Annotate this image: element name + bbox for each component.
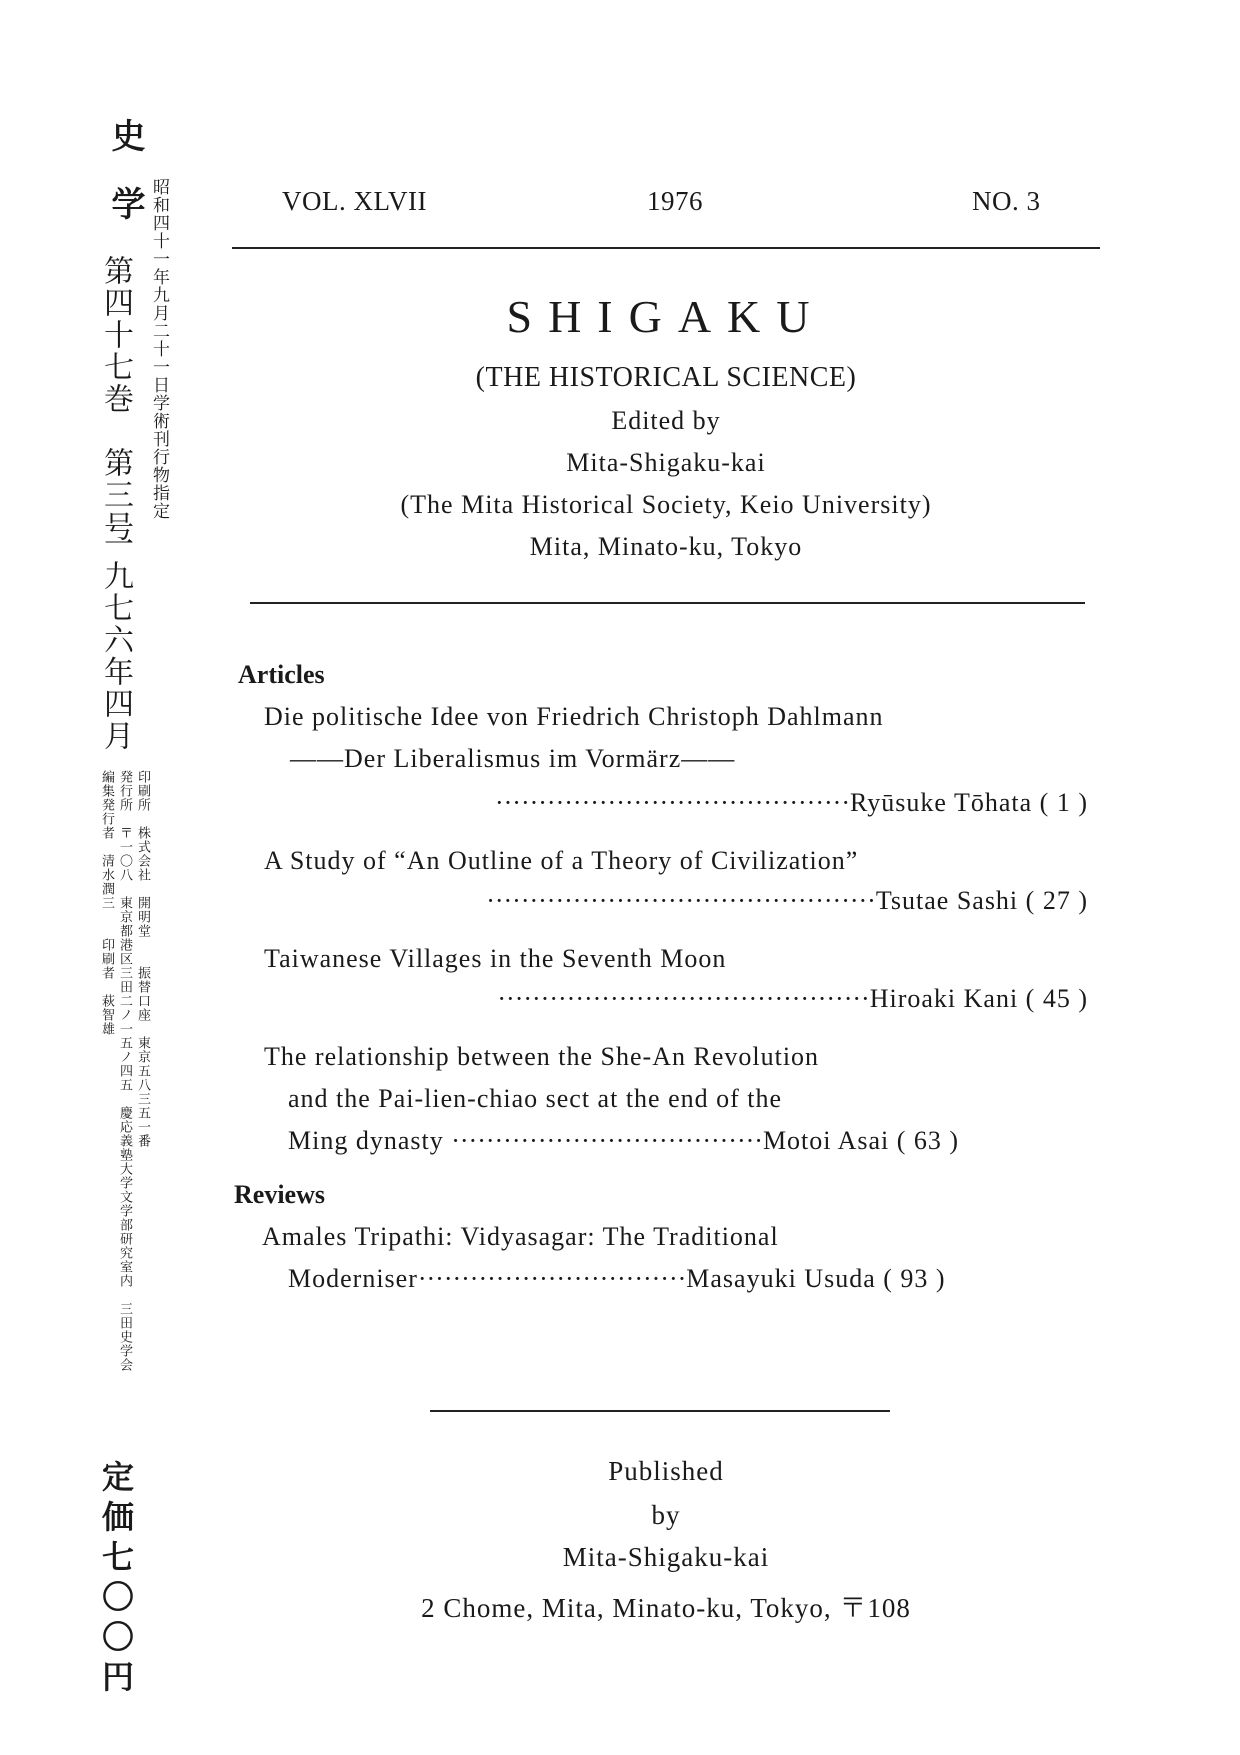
by-label: by [651,1500,681,1530]
article-entry-line [486,886,1088,916]
reviews-heading: Reviews [234,1180,325,1209]
article-entry-line [288,1126,1088,1156]
article-author: Hiroaki Kani [869,984,1019,1013]
dot-leader: ············································· [486,886,876,915]
article-entry-line [495,788,1088,818]
review-title-line: Amales Tripathi: Vidyasagar: The Traditional [262,1222,779,1251]
editor-location: Mita, Minato-ku, Tokyo [529,532,803,561]
spine-designation: 昭和四十一年九月二十一日学術刊行物指定 [150,178,169,520]
article-page: ( 45 ) [1025,984,1088,1013]
article-title-line: Taiwanese Villages in the Seventh Moon [264,944,727,973]
article-page: ( 63 ) [896,1126,960,1155]
review-page: ( 93 ) [883,1264,946,1293]
article-title-line: The relationship between the She-An Revolution [264,1042,820,1071]
dot-leader: ··········································· [497,984,870,1013]
dot-leader: ······························· [417,1264,687,1293]
header-divider [232,247,1100,249]
articles-heading: Articles [238,660,325,689]
spine-imprint-printer: 印刷所 株式会社 開明堂 振替口座 東京五八三五一番 [136,770,151,1148]
article-title-line: Die politische Idee von Friedrich Christoph Dahlmann [264,702,884,731]
article-author: Motoi Asai [762,1126,890,1155]
review-author: Masayuki Usuda [686,1264,876,1293]
article-title-line: and the Pai-lien-chiao sect at the end of the [288,1084,783,1113]
spine-imprint-publisher: 発行所 〒一〇八 東京都港区三田二ノ一五ノ四五 慶応義塾大学文学部研究室内 三田史学会 [118,770,133,1372]
article-author: Ryūsuke Tōhata [849,788,1033,817]
society-name: (The Mita Historical Society, Keio University) [400,490,932,519]
review-title-line: Moderniser [288,1264,418,1293]
edited-by-label: Edited by [611,406,721,435]
review-entry-line [288,1264,1088,1294]
article-author: Tsutae Sashi [875,886,1019,915]
article-page: ( 27 ) [1025,886,1088,915]
spine-volume: 第四十七巻 第三号 [99,255,132,543]
article-entry-line [497,984,1088,1014]
issue-number-label: NO. 3 [972,186,1041,216]
article-title-line: A Study of “An Outline of a Theory of Civilization” [264,846,859,875]
spine-date: 一九七六年四月 [99,528,132,752]
publisher-address: 2 Chome, Mita, Minato-ku, Tokyo, 〒108 [421,1593,911,1623]
journal-title: SHIGAKU [506,291,826,342]
editor-name: Mita-Shigaku-kai [566,448,766,477]
publisher-name: Mita-Shigaku-kai [562,1542,770,1572]
spine-imprint-editor: 編集発行者 清水潤三 印刷者 萩智雄 [100,770,115,1036]
article-page: ( 1 ) [1039,788,1088,817]
year-label: 1976 [647,186,703,216]
article-title-line: Ming dynasty [288,1126,444,1155]
article-title-line: ——Der Liberalismus im Vormärz—— [290,744,736,773]
volume-label: VOL. XLVII [282,186,427,216]
spine-title: 史学 [106,118,143,254]
footer-divider [430,1410,890,1412]
published-label: Published [608,1456,724,1486]
dot-leader: ········································· [494,788,850,817]
masthead-divider [250,602,1085,604]
dot-leader: ···································· [451,1126,763,1155]
journal-subtitle: (THE HISTORICAL SCIENCE) [475,362,857,393]
spine-price: 定価七〇〇円 [98,1460,134,1700]
